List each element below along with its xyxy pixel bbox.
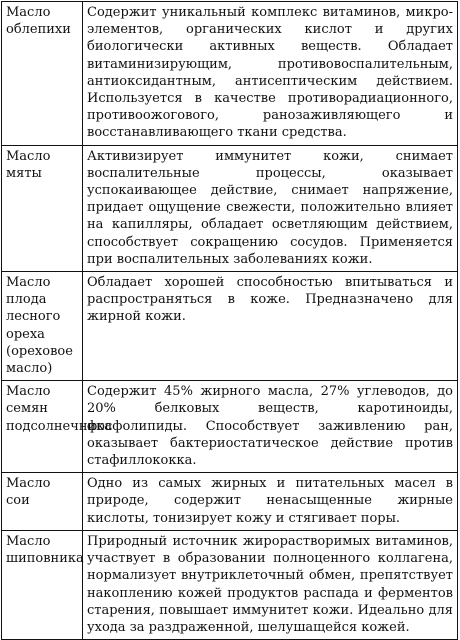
oil-description-cell: Активизирует иммунитет кожи, снимает воспалительные процессы, оказывает успокаивающее действие, снимает напряжение, придает ощущение свежести, положительно влияет на капилляры, обладает осветляющим действием, способствует сокращению сосудов. Применяется при воспалительных заболеваниях кожи. — [83, 145, 458, 271]
oil-description-cell: Обладает хорошей способностью впитываться и распространяться в коже. Предназначено для жирной кожи. — [83, 272, 458, 381]
oil-description-cell: Одно из самых жирных и питательных масел в природе, содержит ненасыщенные жирные кислоты, тонизирует кожу и стягивает поры. — [83, 473, 458, 531]
oil-name-cell: Масло мяты — [2, 145, 83, 271]
oil-name-cell: Масло шиповника — [2, 530, 83, 639]
table-row — [2, 2, 458, 146]
oil-description-cell: Природный источник жирорастворимых витаминов, участвует в образовании полноценного коллагена, нормализует внутриклеточный обмен, препятствует накоплению кожей продуктов распада и ферментов старения, повышает иммунитет кожи. Идеально для ухода за раздраженной, шелушащейся кожей. — [83, 530, 458, 639]
oil-properties-table — [1, 1, 458, 640]
table-row — [2, 473, 458, 531]
table-row — [2, 145, 458, 271]
oil-name-cell: Масло семян подсолнечника — [2, 381, 83, 473]
oil-description-cell: Содержит 45% жирного масла, 27% углеводов, до 20% белковых веществ, каротиноиды, фосфолипиды. Способствует заживлению ран, оказывает бактериостатическое действие против стафиллококка. — [83, 381, 458, 473]
table-row — [2, 272, 458, 381]
table-row — [2, 530, 458, 639]
oil-description-cell: Содержит уникальный комплекс витаминов, микро-элементов, органических кислот и других биологически активных веществ. Обладает витаминизирующим, противовоспалительным, антиоксидантным, антисептическим действием. Используется в качестве противорадиационного, противоожогового, ранозаживляющего и восстанавливающего ткани средства. — [83, 2, 458, 146]
oil-name-cell: Масло облепихи — [2, 2, 83, 146]
oil-name-cell: Масло плода лесного ореха (ореховое масло) — [2, 272, 83, 381]
table-row — [2, 381, 458, 473]
oil-name-cell: Масло сои — [2, 473, 83, 531]
